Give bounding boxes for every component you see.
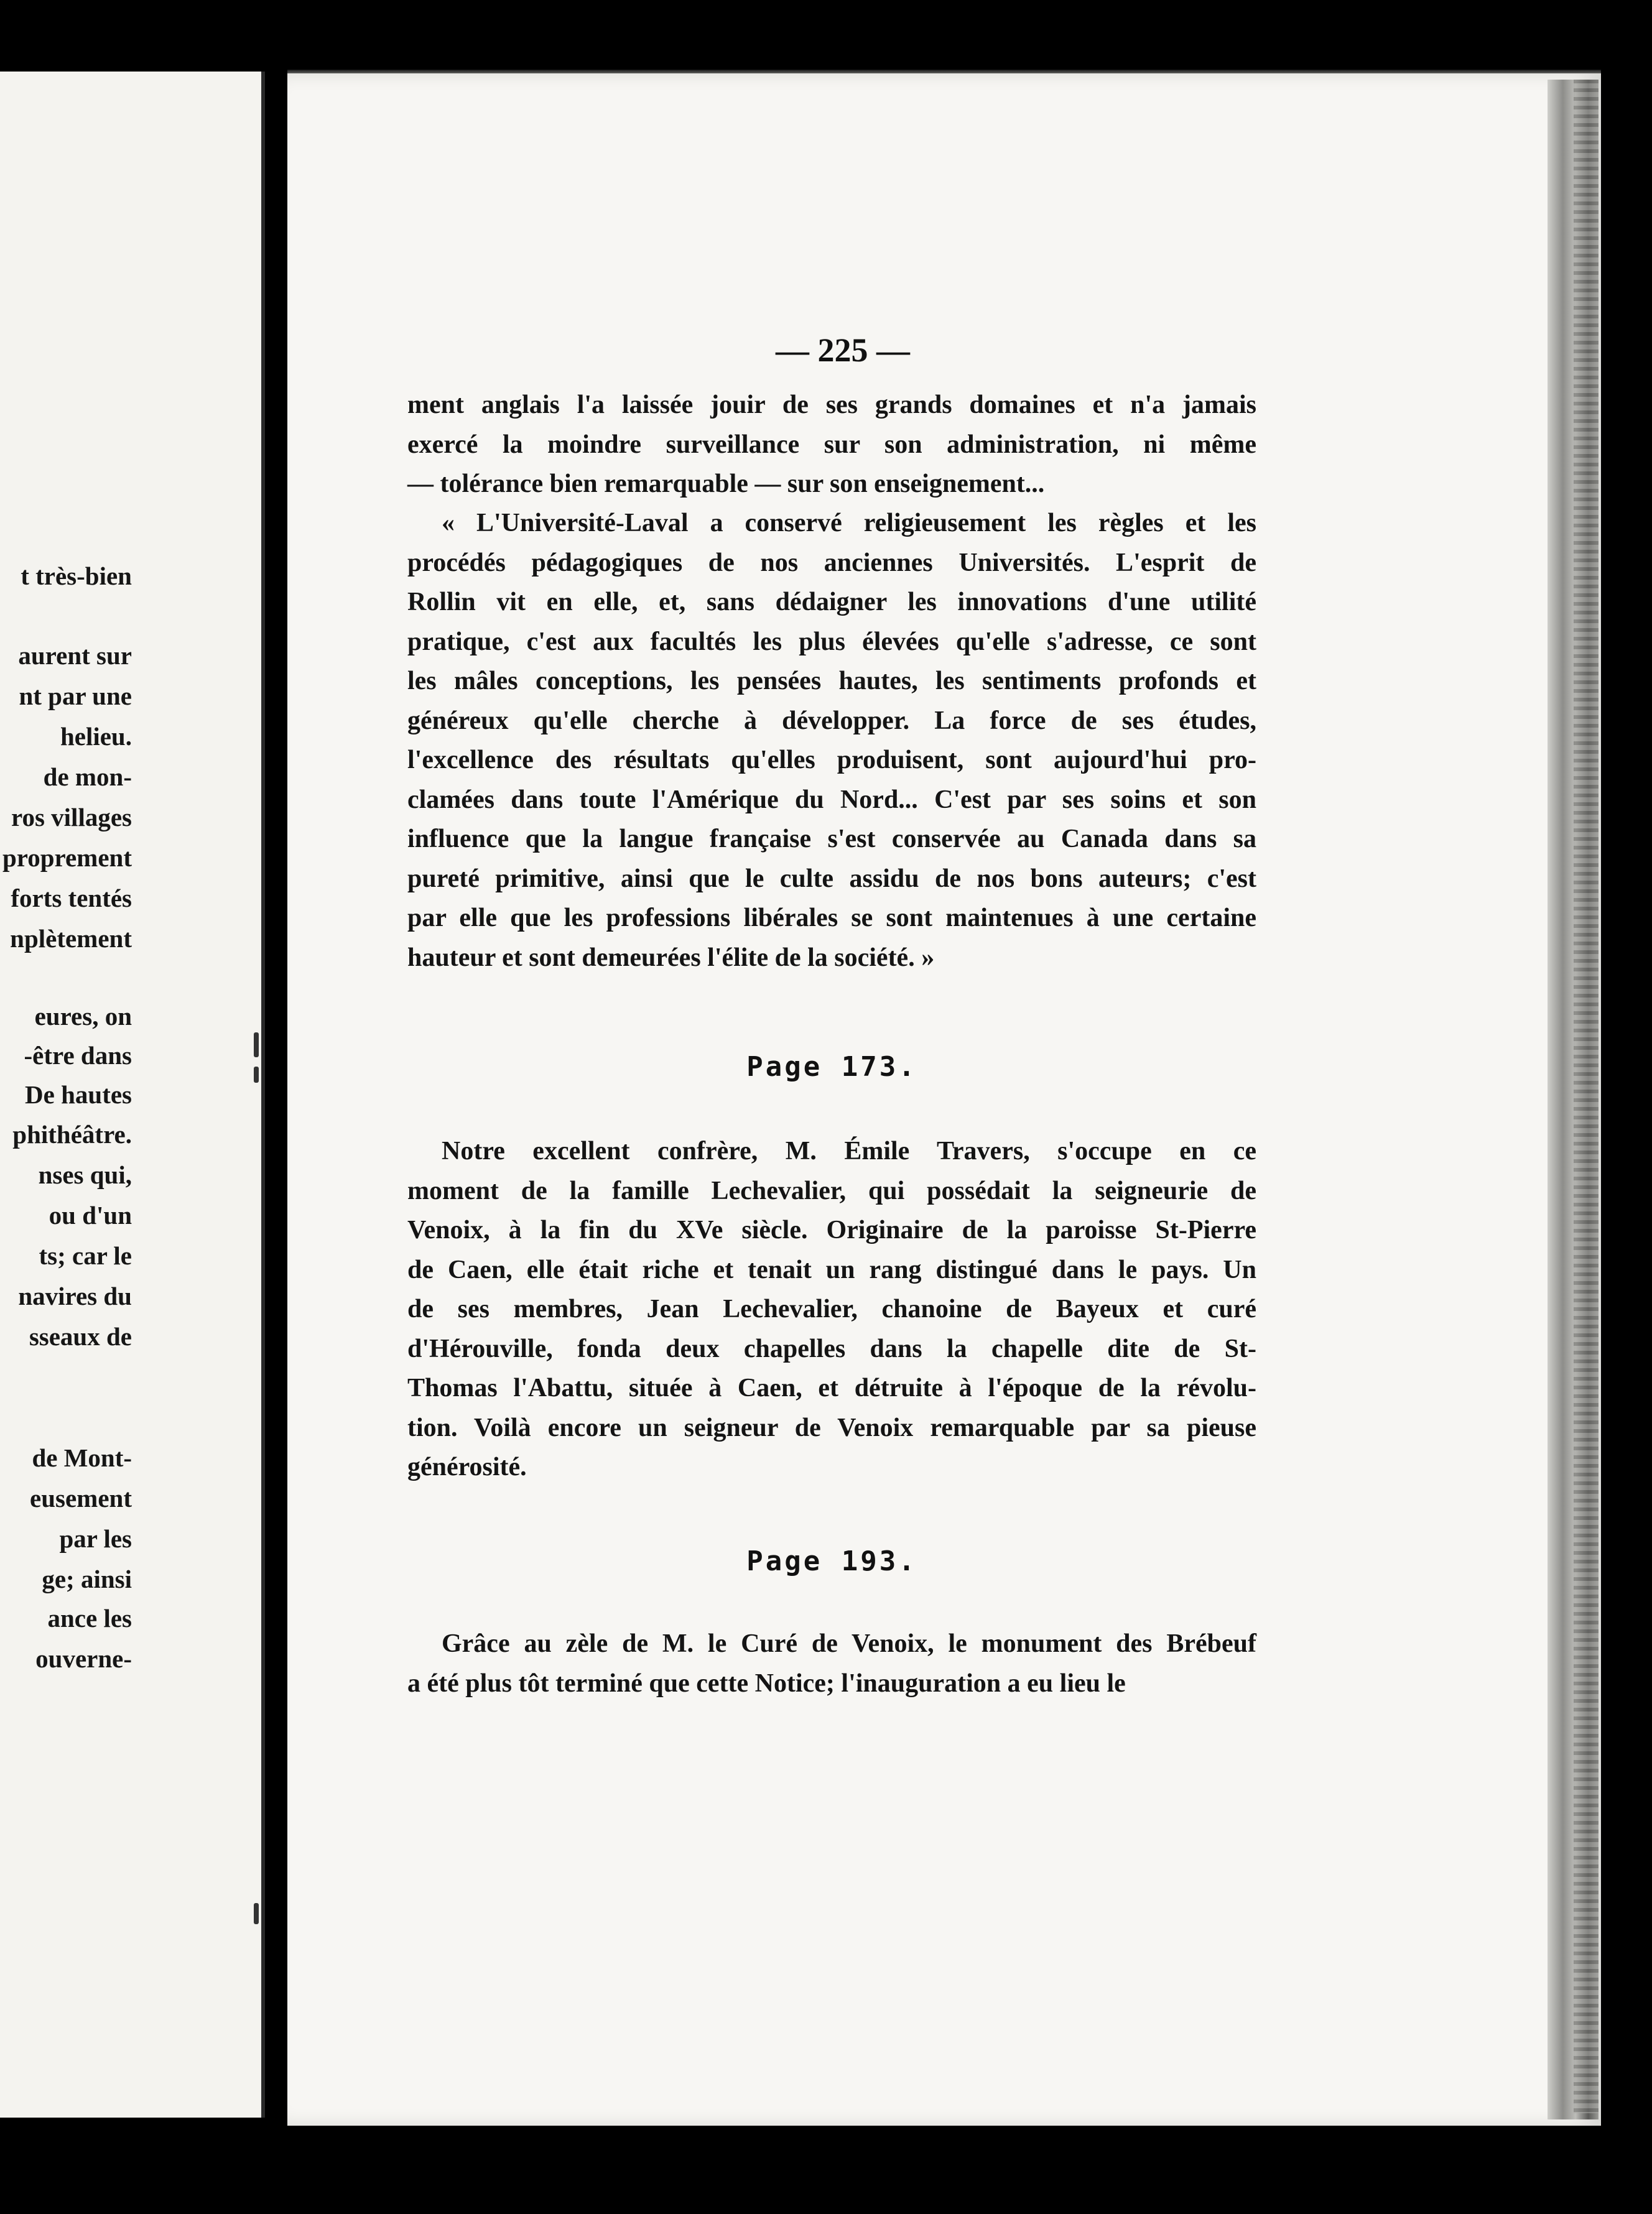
left-page-line: ros villages xyxy=(11,803,132,831)
text-line: clamées dans toute l'Amérique du Nord... C'est par ses soins et son xyxy=(407,785,1256,814)
left-page-line: de mon- xyxy=(43,762,132,791)
text-line: de Caen, elle était riche et tenait un rang distingué dans le pays. Un xyxy=(407,1255,1256,1284)
spine-mark xyxy=(254,1903,259,1924)
left-page-line: eures, on xyxy=(34,1002,132,1031)
spine-mark xyxy=(254,1032,259,1057)
left-page-line: ouverne- xyxy=(35,1644,132,1673)
text-line: — tolérance bien remarquable — sur son enseignement... xyxy=(407,470,1045,498)
left-page-line: aurent sur xyxy=(18,641,132,670)
left-page-line: nplètement xyxy=(10,924,132,953)
left-page-line: phithéâtre. xyxy=(12,1120,132,1149)
text-line: hauteur et sont demeurées l'élite de la société. » xyxy=(407,943,935,972)
text-line: générosité. xyxy=(407,1453,527,1481)
main-page xyxy=(287,73,1601,2126)
page-stack-edge-texture xyxy=(1574,80,1599,2113)
left-page-line: navires du xyxy=(18,1282,132,1310)
left-page-line: -être dans xyxy=(24,1041,132,1070)
text-line: exercé la moindre surveillance sur son administration, ni même xyxy=(407,430,1256,459)
paragraph-page-193 xyxy=(407,1624,1256,1703)
left-page-line: de Mont- xyxy=(32,1443,132,1472)
section-heading-page-173: Page 173. xyxy=(746,1051,917,1083)
left-page-line: t très-bien xyxy=(21,562,132,590)
text-line: pratique, c'est aux facultés les plus élevées qu'elle s'adresse, ce sont xyxy=(407,627,1256,656)
left-page-line: ge; ainsi xyxy=(42,1565,132,1593)
text-line: d'Hérouville, fonda deux chapelles dans la chapelle dite de St- xyxy=(407,1334,1256,1363)
text-line: Thomas l'Abattu, située à Caen, et détruite à l'époque de la révolu- xyxy=(407,1374,1256,1402)
text-line: influence que la langue française s'est conservée au Canada dans sa xyxy=(407,825,1256,853)
text-line: ment anglais l'a laissée jouir de ses grands domaines et n'a jamais xyxy=(407,391,1256,419)
left-page-line: De hautes xyxy=(25,1080,132,1109)
paragraph-page-173 xyxy=(407,1132,1256,1488)
left-page-line: ou d'un xyxy=(49,1201,132,1230)
left-page-line: sseaux de xyxy=(29,1322,132,1351)
text-line: procédés pédagogiques de nos anciennes Universités. L'esprit de xyxy=(407,548,1256,577)
section-heading-page-193: Page 193. xyxy=(746,1545,917,1577)
left-page-line: nt par une xyxy=(19,682,132,710)
left-page-line: proprement xyxy=(2,843,132,872)
left-page-line: eusement xyxy=(30,1484,132,1512)
text-line: tion. Voilà encore un seigneur de Venoix remarquable par sa pieuse xyxy=(407,1413,1256,1442)
spine-mark xyxy=(254,1067,259,1083)
text-line: de ses membres, Jean Lechevalier, chanoine de Bayeux et curé xyxy=(407,1295,1256,1323)
left-page-line: ance les xyxy=(47,1604,132,1633)
left-page-line: par les xyxy=(59,1524,132,1553)
text-line: les mâles conceptions, les pensées hautes, les sentiments profonds et xyxy=(407,667,1256,695)
text-line: pureté primitive, ainsi que le culte assidu de nos bons auteurs; c'est xyxy=(407,864,1256,893)
left-page-line: ts; car le xyxy=(39,1241,132,1270)
text-line: moment de la famille Lechevalier, qui possédait la seigneurie de xyxy=(407,1176,1256,1205)
left-page-line: nses qui, xyxy=(38,1160,132,1189)
page-number: — 225 — xyxy=(776,331,910,369)
paragraph-quotation xyxy=(407,504,1256,978)
text-line: par elle que les professions libérales se sont maintenues à une certaine xyxy=(407,904,1256,932)
paragraph-continuation xyxy=(407,386,1256,504)
text-line: Venoix, à la fin du XVe siècle. Originaire de la paroisse St-Pierre xyxy=(407,1216,1256,1244)
text-line: a été plus tôt terminé que cette Notice; l'inauguration a eu lieu le xyxy=(407,1669,1126,1698)
left-page-line: forts tentés xyxy=(11,884,132,912)
text-line: généreux qu'elle cherche à développer. La force de ses études, xyxy=(407,706,1256,735)
left-page-line: helieu. xyxy=(60,722,132,751)
text-line: Notre excellent confrère, M. Émile Travers, s'occupe en ce xyxy=(442,1137,1256,1165)
text-line: « L'Université-Laval a conservé religieusement les règles et les xyxy=(442,509,1256,537)
text-line: Rollin vit en elle, et, sans dédaigner les innovations d'une utilité xyxy=(407,588,1256,616)
text-line: l'excellence des résultats qu'elles produisent, sont aujourd'hui pro- xyxy=(407,746,1256,774)
text-line: Grâce au zèle de M. le Curé de Venoix, le monument des Brébeuf xyxy=(442,1629,1256,1658)
